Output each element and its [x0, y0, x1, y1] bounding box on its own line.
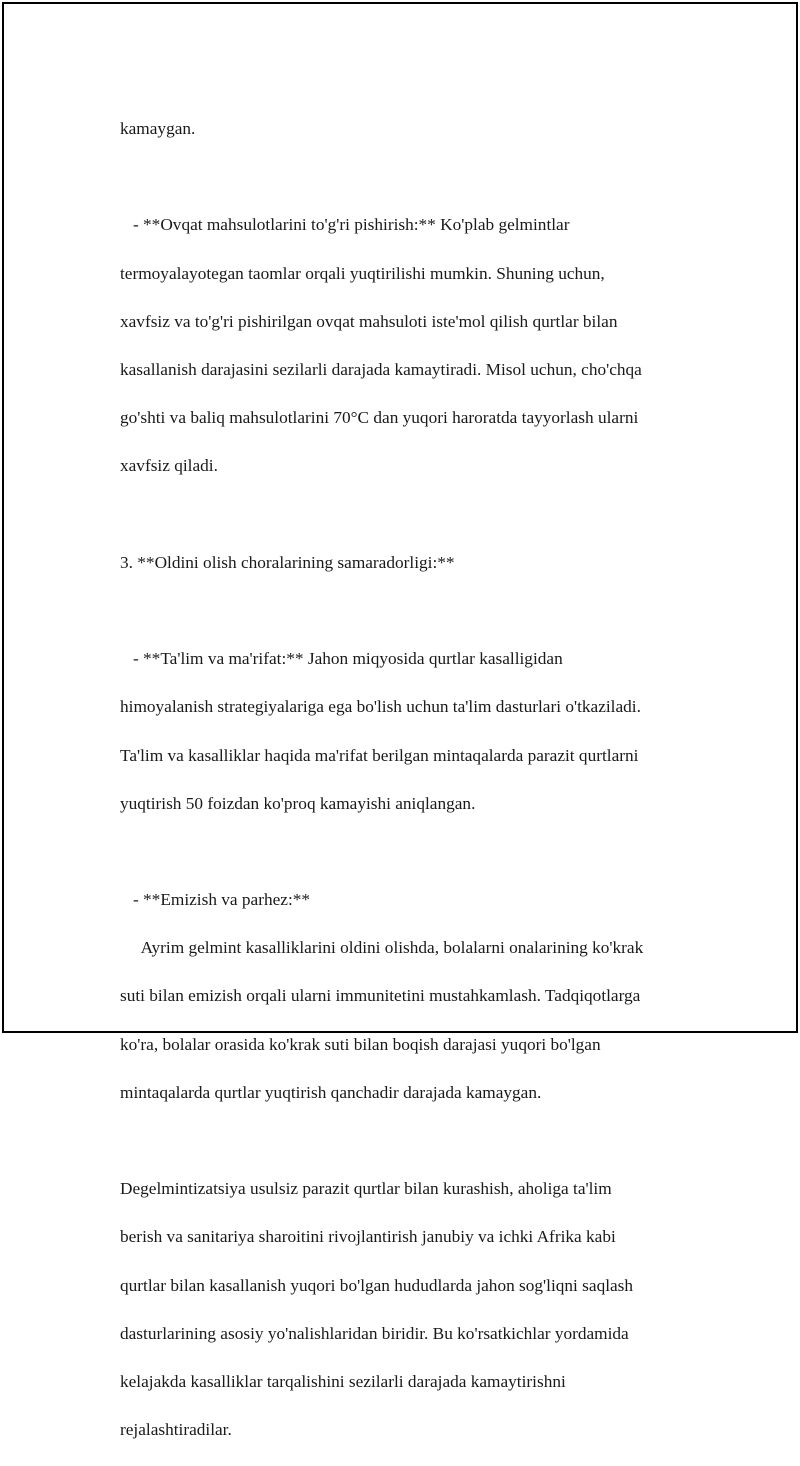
text-line: xavfsiz va to'g'ri pishirilgan ovqat mahsuloti iste'mol qilish qurtlar bilan: [120, 311, 618, 331]
blank-line: [120, 165, 720, 189]
text-line: suti bilan emizish orqali ularni immunitetini mustahkamlash. Tadqiqotlarga: [120, 986, 641, 1006]
text-line: berish va sanitariya sharoitini rivojlantirish janubiy va ichki Afrika kabi: [120, 1227, 616, 1247]
blank-line: [120, 503, 720, 527]
text-line: xavfsiz qiladi.: [120, 456, 218, 476]
text-line: Ta'lim va kasalliklar haqida ma'rifat berilgan mintaqalarda parazit qurtlarni: [120, 745, 639, 765]
blank-line: [120, 1129, 720, 1153]
text-line: mintaqalarda qurtlar yuqtirish qanchadir darajada kamaygan.: [120, 1082, 542, 1102]
text-line: rejalashtiradilar.: [120, 1420, 232, 1440]
text-line: ko'ra, bolalar orasida ko'krak suti bilan boqish darajasi yuqori bo'lgan: [120, 1034, 601, 1054]
text-line: kelajakda kasalliklar tarqalishini sezilarli darajada kamaytirishni: [120, 1371, 566, 1391]
text-line: kamaygan.: [120, 119, 196, 139]
text-line: Degelmintizatsiya usulsiz parazit qurtlar bilan kurashish, aholiga ta'lim: [120, 1179, 612, 1199]
text-line: yuqtirish 50 foizdan ko'proq kamayishi aniqlangan.: [120, 793, 476, 813]
text-line: dasturlarining asosiy yo'nalishlaridan biridir. Bu ko'rsatkichlar yordamida: [120, 1323, 629, 1343]
text-line: go'shti va baliq mahsulotlarini 70°C dan yuqori haroratda tayyorlash ularni: [120, 408, 639, 428]
text-line: qurtlar bilan kasallanish yuqori bo'lgan hududlarda jahon sog'liqni saqlash: [120, 1275, 634, 1295]
text-line: - **Emizish va parhez:**: [120, 890, 311, 910]
text-line: kasallanish darajasini sezilarli darajada kamaytiradi. Misol uchun, cho'chqa: [120, 360, 642, 380]
section-heading: 3. **Oldini olish choralarining samaradorligi:**: [120, 552, 455, 572]
text-line: - **Ta'lim va ma'rifat:** Jahon miqyosida qurtlar kasalligidan: [120, 649, 563, 669]
document-page: [2, 2, 798, 1440]
blank-line: [120, 599, 720, 623]
document-body: [120, 93, 720, 1466]
text-line: termoyalayotegan taomlar orqali yuqtirilishi mumkin. Shuning uchun,: [120, 263, 605, 283]
text-line: Ayrim gelmint kasalliklarini oldini olishda, bolalarni onalarining ko'krak: [120, 938, 644, 958]
text-line: himoyalanish strategiyalariga ega bo'lish uchun ta'lim dasturlari o'tkaziladi.: [120, 697, 641, 717]
text-line: - **Ovqat mahsulotlarini to'g'ri pishirish:** Ko'plab gelmintlar: [120, 215, 570, 235]
blank-line: [120, 840, 720, 864]
